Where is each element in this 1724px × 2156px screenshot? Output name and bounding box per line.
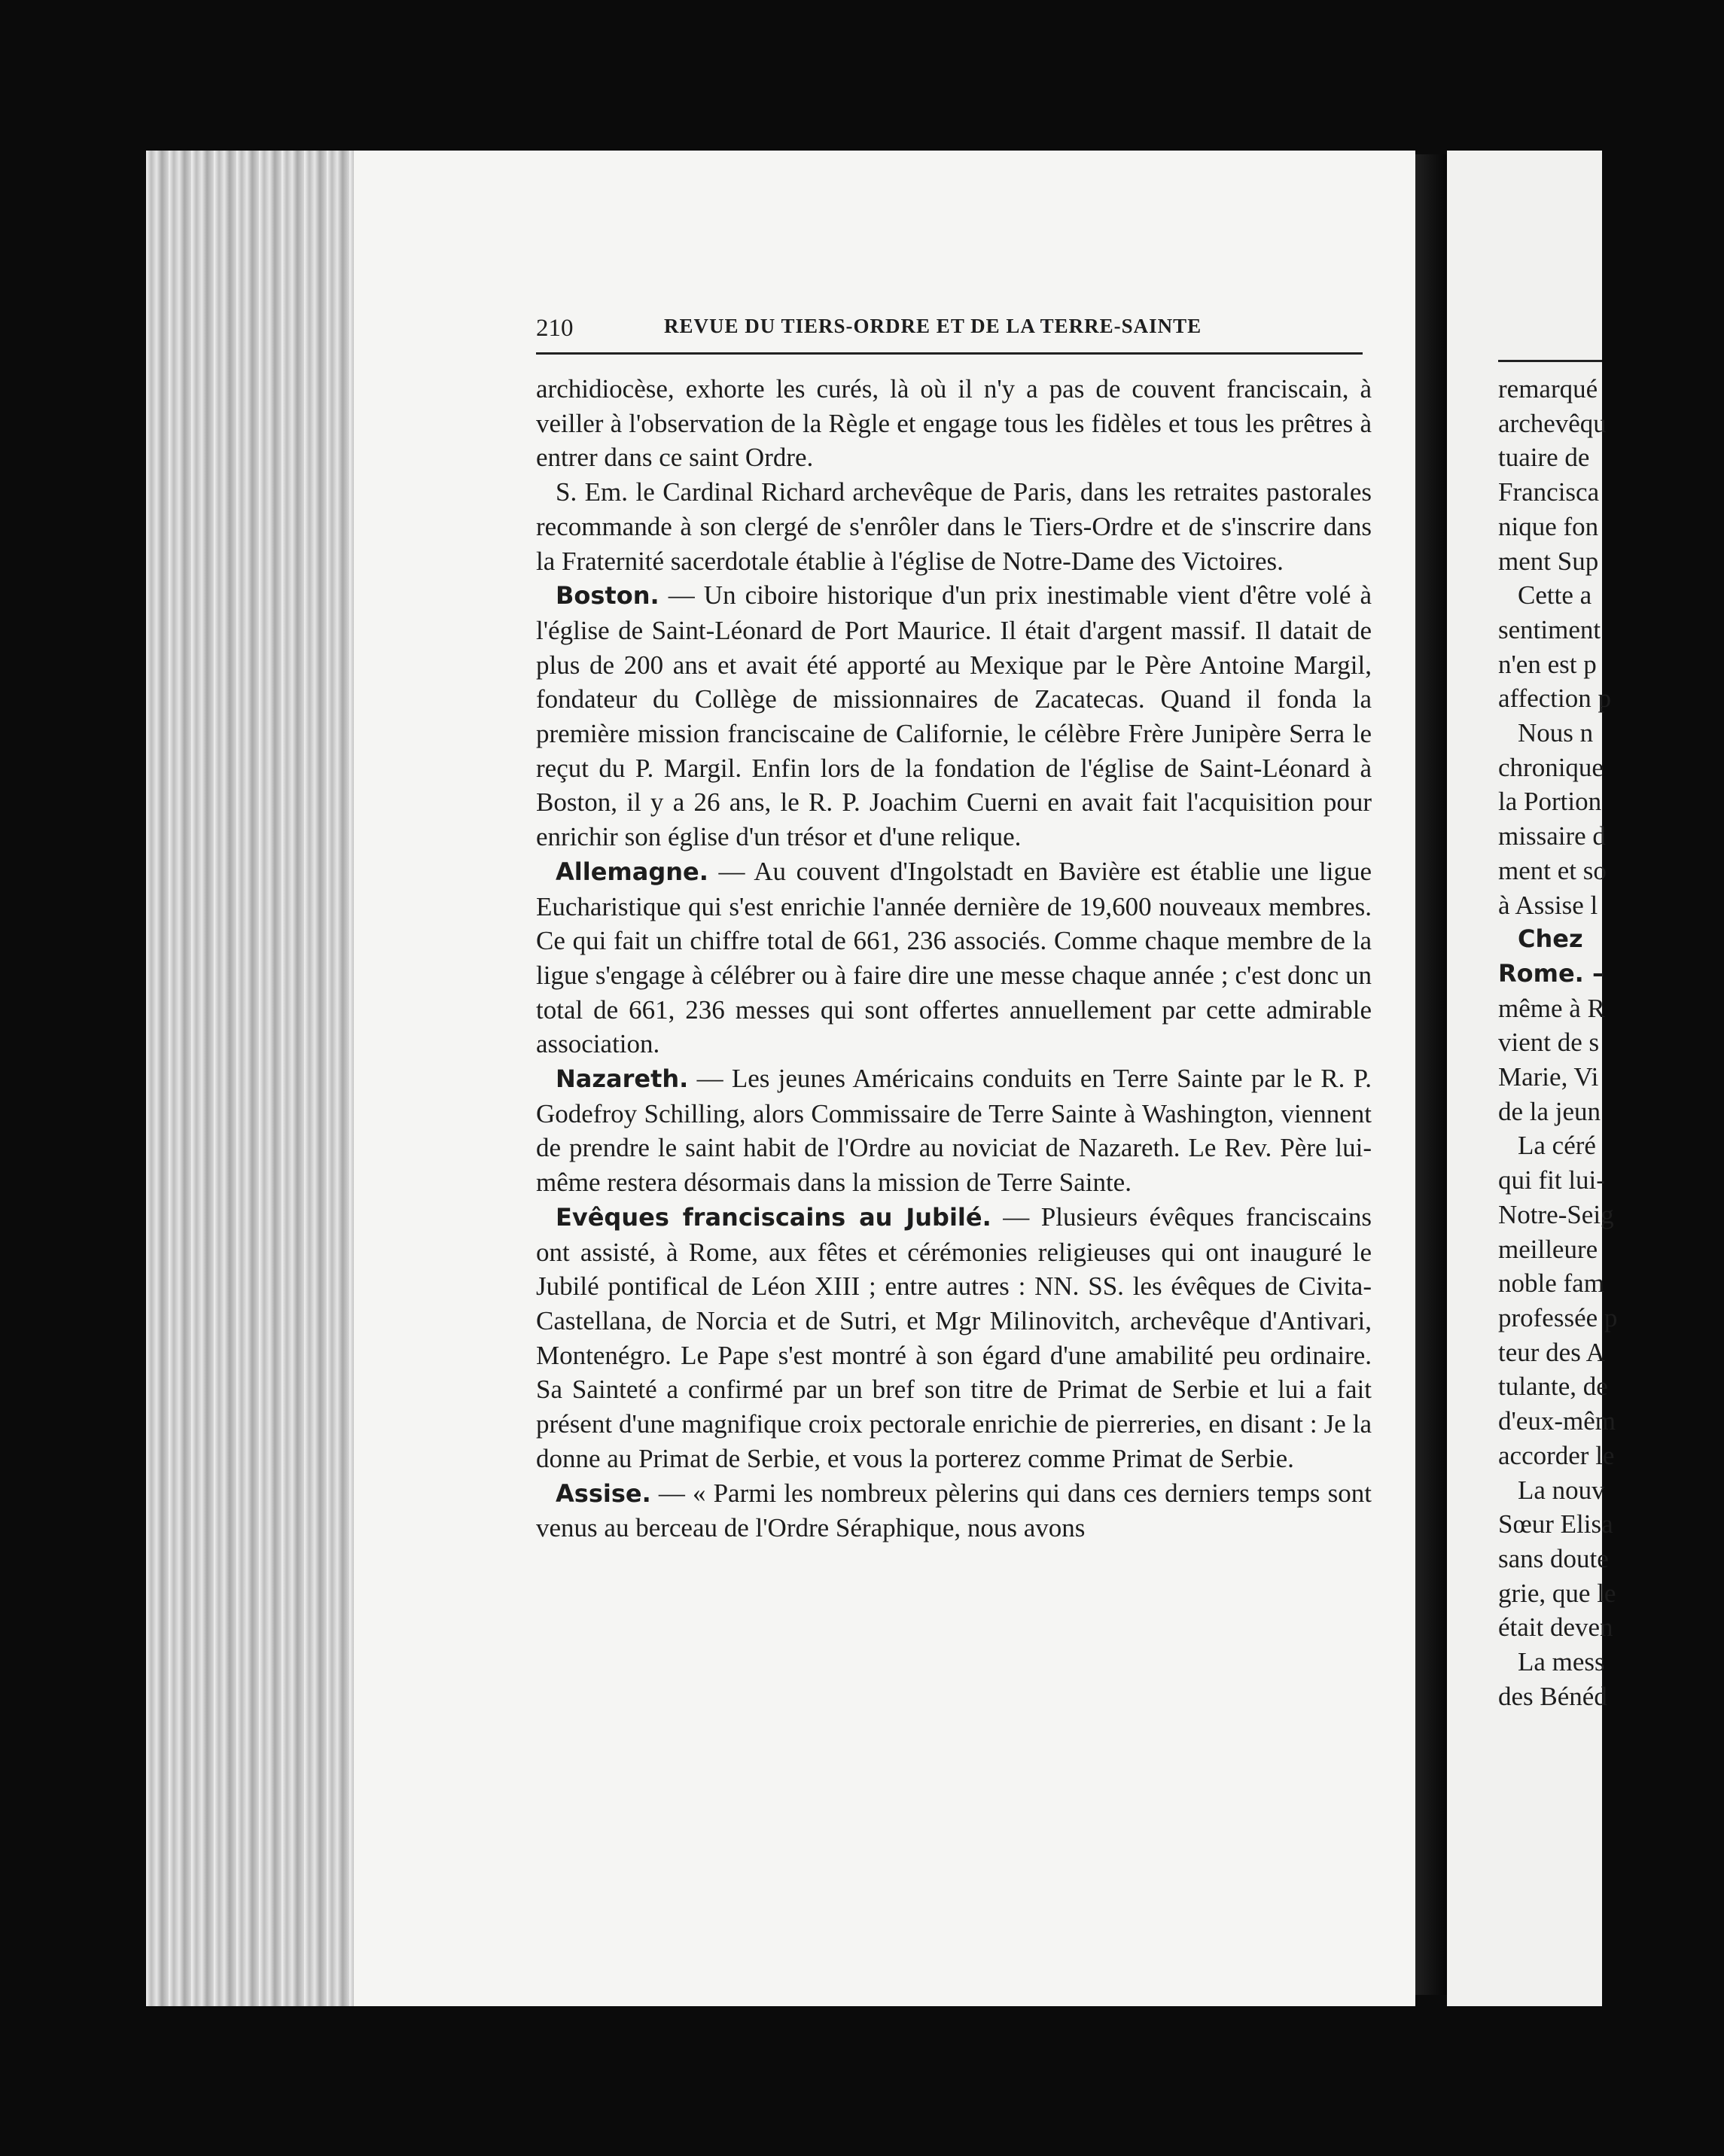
- facing-header-rule: [1498, 360, 1602, 362]
- facing-line: était deven: [1498, 1612, 1613, 1643]
- paragraph: [536, 372, 1372, 475]
- facing-line: La mess: [1518, 1647, 1605, 1677]
- text-column: [536, 372, 1372, 1545]
- page-number: 210: [536, 315, 574, 342]
- facing-line: n'en est p: [1498, 649, 1597, 679]
- paragraph: [536, 475, 1372, 578]
- paragraph-text: — « Parmi les nombreux pèlerins qui dans ces derniers temps sont venus au berceau de l'Ordre Séraphique, nous avons: [536, 1478, 1372, 1543]
- facing-line: Rome. –: [1498, 958, 1604, 988]
- facing-line: affection p: [1498, 684, 1611, 714]
- facing-line: qui fit lui-: [1498, 1165, 1605, 1195]
- facing-line: des Bénéd: [1498, 1681, 1607, 1711]
- facing-line: ment et so: [1498, 855, 1607, 885]
- facing-line: ment Sup: [1498, 546, 1599, 576]
- facing-line: Sœur Elisa: [1498, 1509, 1613, 1539]
- paragraph: [536, 578, 1372, 854]
- paragraph-heading: Boston.: [556, 581, 659, 611]
- running-title: REVUE DU TIERS-ORDRE ET DE LA TERRE-SAINTE: [664, 315, 1202, 337]
- book-gutter: [1415, 154, 1447, 1995]
- paragraph: [536, 1200, 1372, 1476]
- paragraph-heading: Allemagne.: [556, 857, 708, 886]
- facing-line: la Portion: [1498, 787, 1602, 817]
- facing-line: Francisca: [1498, 477, 1600, 507]
- facing-line: tulante, de: [1498, 1372, 1608, 1402]
- facing-line: Notre-Seig: [1498, 1199, 1614, 1229]
- facing-line: vient de s: [1498, 1028, 1600, 1058]
- facing-line: La nouv: [1518, 1475, 1605, 1505]
- facing-line: même à R: [1498, 993, 1605, 1023]
- facing-line: Cette a: [1518, 580, 1592, 611]
- facing-line: grie, que le: [1498, 1578, 1616, 1608]
- paragraph-heading: Assise.: [556, 1478, 651, 1508]
- paragraph-text: — Au couvent d'Ingolstadt en Bavière est établie une ligue Eucharistique qui s'est enrichie l'année dernière de 19,600 nouveaux membres. Ce qui fait un chiffre total de 661, 236 associés. Comme chaque membre de la ligue s'engage à célébrer ou à faire dire une messe chaque année ; c'est donc un total de 661, 236 messes qui sont offertes annuellement par cette admirable association.: [536, 856, 1372, 1059]
- facing-line: Nous n: [1518, 718, 1594, 748]
- paragraph: [536, 1476, 1372, 1545]
- paragraph-text: — Plusieurs évêques franciscains ont assisté, à Rome, aux fêtes et cérémonies religieuses qui ont inauguré le Jubilé pontifical de Léon XIII ; entre autres : NN. SS. les évêques de Civita-Castellana, de Norcia et de Sutri, et Mgr Milinovitch, archevêque d'Antivari, Montenégro. Le Pape s'est montré à son égard d'une amabilité peu ordinaire. Sa Sainteté a confirmé par un bref son titre de Primat de Serbie et lui a fait présent d'une magnifique croix pectorale enrichie de pierreries, en disant : Je la donne au Primat de Serbie, et vous la porterez comme Primat de Serbie.: [536, 1201, 1372, 1473]
- facing-page-column: [1498, 372, 1724, 1713]
- facing-line: Marie, Vi: [1498, 1062, 1599, 1092]
- facing-line: professée p: [1498, 1302, 1618, 1332]
- paragraph-heading: Evêques franciscains au Jubilé.: [556, 1202, 991, 1232]
- paragraph-text: S. Em. le Cardinal Richard archevêque de Paris, dans les retraites pastorales recommande à son clergé de s'enrôler dans le Tiers-Ordre et de s'inscrire dans la Fraternité sacerdotale établie à l'église de Notre-Dame des Victoires.: [536, 477, 1372, 576]
- page-edges: [146, 151, 372, 2006]
- facing-line: chronique: [1498, 752, 1604, 782]
- facing-line: tuaire de: [1498, 443, 1590, 473]
- facing-line: sentiment: [1498, 614, 1601, 644]
- running-header: [536, 315, 1361, 349]
- facing-line: d'eux-mêm: [1498, 1406, 1616, 1436]
- paragraph-text: — Un ciboire historique d'un prix inestimable vient d'être volé à l'église de Saint-Léonard de Port Maurice. Il était d'argent massif. Il datait de plus de 200 ans et avait été apporté au Mexique par le Père Antoine Margil, fondateur du Collège de missionnaires de Zacatecas. Quand il fonda la première mission franciscaine de Californie, le célèbre Frère Junipère Serra le reçut du P. Margil. Enfin lors de la fondation de l'église de Saint-Léonard à Boston, il y a 26 ans, le R. P. Joachim Cuerni en avait fait l'acquisition pour enrichir son église d'un trésor et d'une relique.: [536, 580, 1372, 852]
- facing-line: sans doute: [1498, 1543, 1609, 1573]
- paragraph-text: — Les jeunes Américains conduits en Terre Sainte par le R. P. Godefroy Schilling, alors Commissaire de Terre Sainte à Washington, viennent de prendre le saint habit de l'Ordre au noviciat de Nazareth. Le Rev. Père lui-même restera désormais dans la mission de Terre Sainte.: [536, 1064, 1372, 1198]
- facing-line: La céré: [1518, 1131, 1596, 1161]
- facing-line: à Assise l: [1498, 890, 1598, 920]
- paragraph: [536, 1061, 1372, 1200]
- facing-line: Chez: [1518, 924, 1583, 954]
- facing-line: meilleure: [1498, 1234, 1598, 1264]
- facing-line: missaire d: [1498, 821, 1606, 851]
- facing-line: remarqué: [1498, 374, 1598, 403]
- facing-line: teur des A: [1498, 1337, 1605, 1367]
- facing-line: accorder le: [1498, 1440, 1615, 1470]
- facing-line: nique fon: [1498, 511, 1599, 541]
- facing-line: de la jeun: [1498, 1096, 1601, 1126]
- header-rule: [536, 352, 1363, 355]
- facing-line: noble fam: [1498, 1268, 1604, 1299]
- facing-line: archevêqu: [1498, 408, 1607, 438]
- paragraph: [536, 854, 1372, 1061]
- paragraph-heading: Nazareth.: [556, 1064, 689, 1094]
- paragraph-text: archidiocèse, exhorte les curés, là où il n'y a pas de couvent franciscain, à veiller à l'observation de la Règle et engage tous les fidèles et tous les prêtres à entrer dans ce saint Ordre.: [536, 374, 1372, 473]
